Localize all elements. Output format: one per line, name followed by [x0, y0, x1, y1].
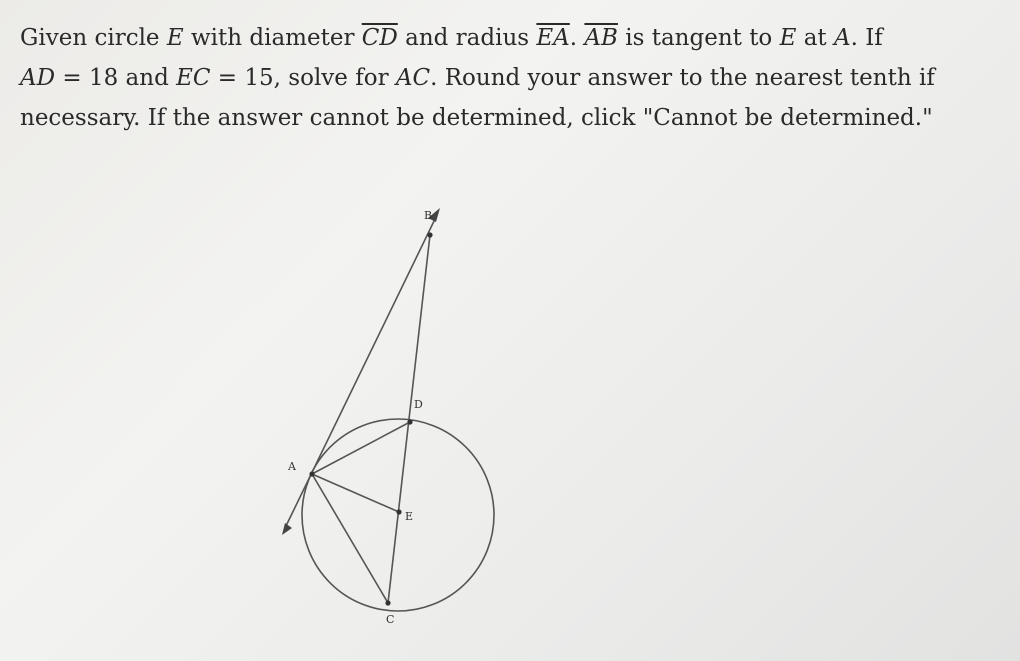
segment-ac — [312, 474, 388, 603]
segment-ad — [312, 422, 410, 474]
circle-name: E — [779, 25, 797, 51]
label-c: C — [386, 613, 395, 626]
question-line-3: necessary. If the answer cannot be determined, click "Cannot be determined." — [20, 105, 933, 131]
question-text-segment: , solve for — [273, 65, 396, 91]
question-text-segment: . If — [850, 25, 883, 51]
target-segment: AC — [395, 65, 431, 91]
ad-label: AD — [20, 65, 56, 91]
circle-name: E — [166, 25, 184, 51]
tangent-point: A — [833, 25, 851, 51]
label-b: B — [424, 209, 433, 222]
question-text-segment: is tangent to — [617, 25, 780, 51]
diameter-segment: $\overline{CD}$ — [361, 25, 398, 51]
point-c — [385, 600, 390, 605]
question-text-segment: . Round your answer to the nearest tenth if — [430, 65, 935, 91]
question-text — [20, 18, 1010, 138]
geometry-figure — [260, 195, 520, 635]
question-text-segment: . — [569, 25, 585, 51]
tangent-line-ab — [285, 217, 436, 528]
question-text-segment: at — [796, 25, 834, 51]
point-b — [427, 232, 432, 237]
geometry-diagram — [260, 195, 520, 635]
point-d — [407, 419, 412, 424]
segment-ae — [312, 474, 399, 512]
tangent-segment: $\overline{AB}$ — [584, 25, 618, 51]
point-a — [309, 471, 314, 476]
question-text-segment: and radius — [397, 25, 537, 51]
question-line-2 — [20, 58, 1010, 98]
arrowhead-bottom — [282, 523, 292, 535]
label-d: D — [414, 398, 423, 411]
ad-value: = 18 — [55, 65, 119, 91]
ec-value: = 15 — [210, 65, 274, 91]
ec-label: EC — [176, 65, 211, 91]
question-line-1 — [20, 18, 1010, 58]
radius-segment: $\overline{EA}$ — [536, 25, 570, 51]
question-text-segment: and — [118, 65, 177, 91]
question-text-segment: Given circle — [20, 25, 167, 51]
label-a: A — [288, 460, 296, 473]
question-text-segment: with diameter — [183, 25, 362, 51]
point-e — [396, 509, 401, 514]
label-e: E — [405, 510, 414, 523]
